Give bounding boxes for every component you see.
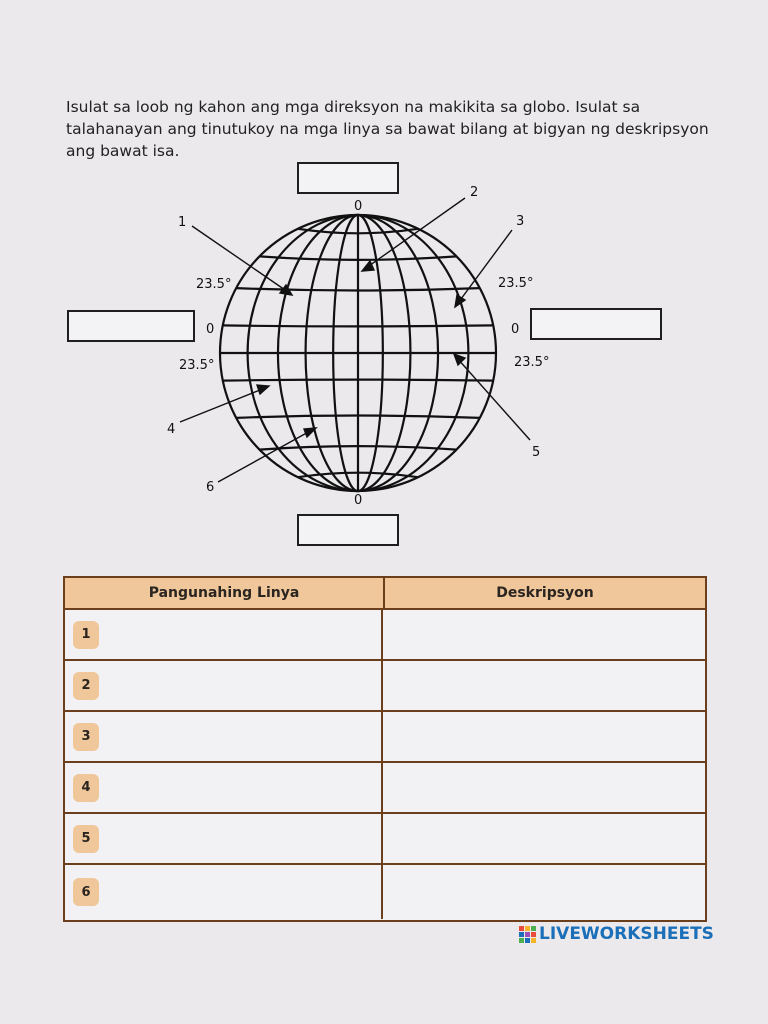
row-number-badge: 3 bbox=[73, 723, 99, 751]
tropic-label-lower-left: 23.5° bbox=[179, 358, 215, 373]
header-main-line: Pangunahing Linya bbox=[65, 578, 385, 608]
row-number-badge: 6 bbox=[73, 878, 99, 906]
callout-number-2: 2 bbox=[470, 185, 479, 200]
callout-number-3: 3 bbox=[516, 214, 525, 229]
answer-table bbox=[63, 576, 707, 922]
table-row bbox=[65, 865, 705, 919]
description-cell-1[interactable] bbox=[383, 610, 705, 659]
liveworksheets-icon bbox=[519, 926, 536, 943]
degree-label-right: 0 bbox=[511, 322, 520, 337]
parallel-line bbox=[223, 380, 493, 381]
description-cell-5[interactable] bbox=[383, 814, 705, 863]
line-cell-4[interactable] bbox=[65, 763, 383, 812]
table-row bbox=[65, 814, 705, 865]
table-row bbox=[65, 661, 705, 712]
row-number-badge: 1 bbox=[73, 621, 99, 649]
callout-line-5 bbox=[457, 358, 530, 440]
header-description: Deskripsyon bbox=[496, 585, 594, 601]
row-number-badge: 5 bbox=[73, 825, 99, 853]
tropic-label-upper-left: 23.5° bbox=[196, 277, 232, 292]
line-cell-3[interactable] bbox=[65, 712, 383, 761]
line-cell-6[interactable] bbox=[65, 865, 383, 919]
callout-number-6: 6 bbox=[206, 480, 215, 495]
line-cell-1[interactable] bbox=[65, 610, 383, 659]
callout-arrow-4 bbox=[257, 385, 269, 394]
description-cell-6[interactable] bbox=[383, 865, 705, 919]
brand-text: LIVEWORKSHEETS bbox=[539, 924, 714, 944]
table-header bbox=[65, 578, 705, 610]
globe-diagram bbox=[0, 150, 768, 510]
degree-label-bottom: 0 bbox=[354, 493, 363, 508]
callout-number-5: 5 bbox=[532, 445, 541, 460]
degree-label-top: 0 bbox=[354, 199, 363, 214]
row-number-badge: 4 bbox=[73, 774, 99, 802]
row-number-badge: 2 bbox=[73, 672, 99, 700]
callout-arrow-5 bbox=[454, 354, 465, 365]
description-cell-4[interactable] bbox=[383, 763, 705, 812]
callout-number-1: 1 bbox=[178, 215, 187, 230]
line-cell-5[interactable] bbox=[65, 814, 383, 863]
tropic-label-upper-right: 23.5° bbox=[498, 276, 534, 291]
direction-box-south[interactable] bbox=[297, 514, 399, 546]
table-row bbox=[65, 763, 705, 814]
description-cell-3[interactable] bbox=[383, 712, 705, 761]
callout-arrow-2 bbox=[362, 261, 374, 271]
description-cell-2[interactable] bbox=[383, 661, 705, 710]
instructions-text: Isulat sa loob ng kahon ang mga direksyon na makikita sa globo. Isulat sa talahanayan ang tinutukoy na mga linya sa bawat bilang at bigyan ng deskripsyon ang bawat isa. bbox=[66, 98, 709, 160]
liveworksheets-logo bbox=[519, 924, 714, 944]
tropic-label-lower-right: 23.5° bbox=[514, 355, 550, 370]
callout-arrow-3 bbox=[455, 295, 465, 307]
line-cell-2[interactable] bbox=[65, 661, 383, 710]
degree-label-left: 0 bbox=[206, 322, 215, 337]
table-row bbox=[65, 610, 705, 661]
callout-line-6 bbox=[218, 430, 312, 482]
table-row bbox=[65, 712, 705, 763]
parallel-line bbox=[223, 325, 493, 326]
callout-number-4: 4 bbox=[167, 422, 176, 437]
